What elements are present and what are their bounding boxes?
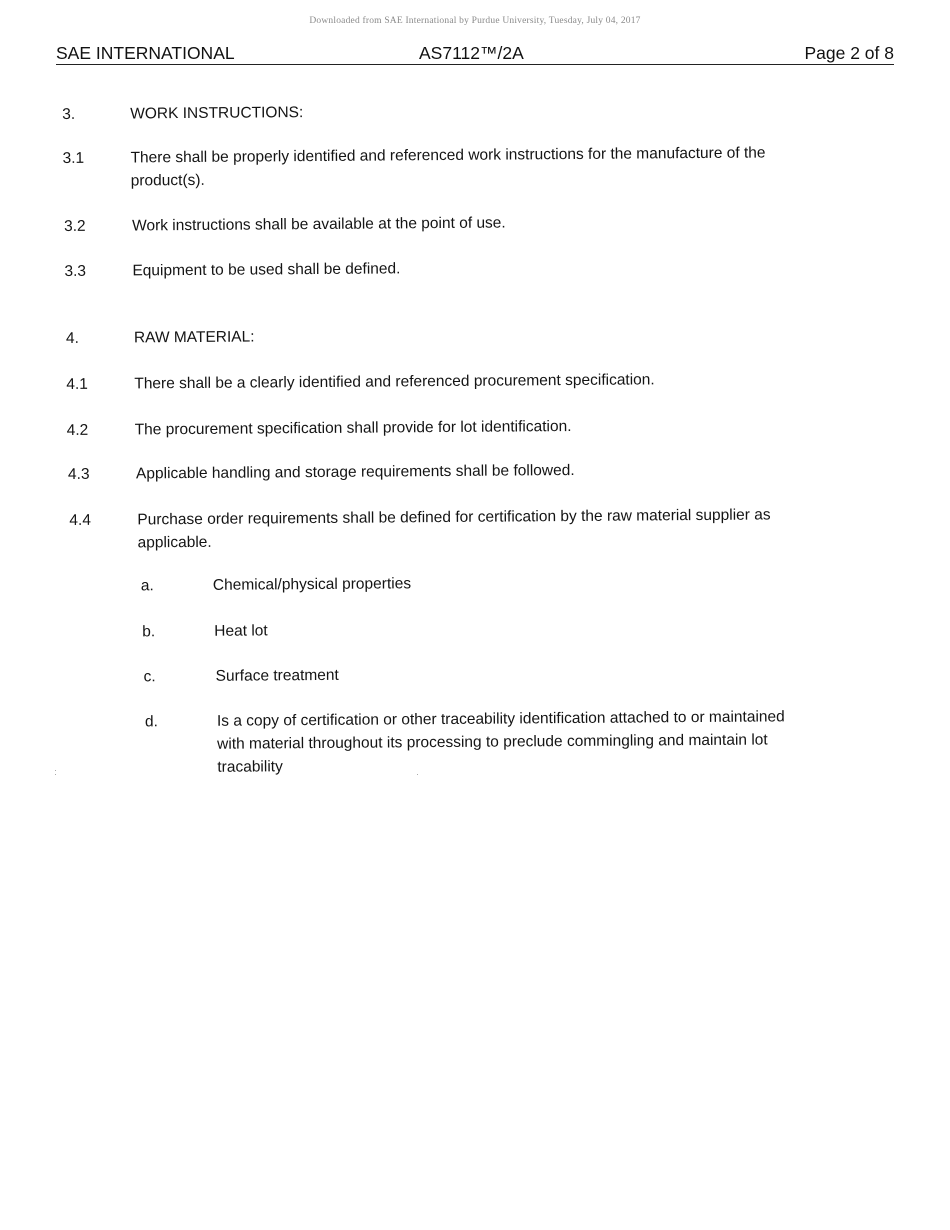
item-number: 3.1	[62, 149, 85, 167]
scan-speck	[55, 774, 56, 775]
item-text: Applicable handling and storage requirements shall be followed.	[135, 461, 575, 483]
item-text-continued: product(s).	[130, 171, 205, 190]
sub-item-text: Is a copy of certification or other traceability identification attached to or maintained	[216, 708, 785, 730]
item-number: 3.3	[64, 262, 87, 280]
item-text: The procurement specification shall provide for lot identification.	[134, 417, 572, 439]
header-doc-id: AS7112™/2A	[419, 43, 524, 63]
item-number: 4.1	[66, 375, 88, 393]
header-page-number: Page 2 of 8	[804, 43, 894, 63]
item-text: There shall be a clearly identified and referenced procurement specification.	[134, 371, 655, 393]
download-notice: Downloaded from SAE International by Purdue University, Tuesday, July 04, 2017	[309, 16, 641, 26]
item-text: There shall be properly identified and referenced work instructions for the manufacture of the	[130, 144, 766, 167]
sub-item-letter: c.	[143, 668, 156, 686]
item-number: 4.2	[66, 421, 89, 439]
section-number: 4.	[65, 329, 79, 347]
sub-item-letter: d.	[144, 713, 158, 731]
section-title: RAW MATERIAL:	[133, 328, 255, 347]
item-number: 4.4	[69, 511, 92, 529]
section-number: 3.	[62, 105, 76, 123]
header-org: SAE INTERNATIONAL	[56, 43, 235, 63]
sub-item-letter: b.	[142, 623, 156, 641]
item-text-continued: applicable.	[137, 533, 212, 552]
scan-speck	[417, 774, 418, 775]
sub-item-text-continued: with material throughout its processing to preclude commingling and maintain lot	[217, 731, 768, 753]
item-number: 4.3	[67, 465, 90, 483]
sub-item-letter: a.	[140, 577, 154, 595]
document-body	[0, 83, 950, 790]
sub-item-text-continued: tracability	[217, 758, 283, 776]
section-title: WORK INSTRUCTIONS:	[130, 104, 304, 123]
item-text: Equipment to be used shall be defined.	[132, 260, 401, 280]
item-text: Work instructions shall be available at the point of use.	[132, 214, 506, 235]
sub-item-text: Surface treatment	[215, 666, 339, 685]
sub-item-text: Chemical/physical properties	[212, 575, 412, 594]
page-header	[56, 44, 894, 65]
item-number: 3.2	[64, 217, 86, 235]
scan-speck	[55, 770, 56, 771]
sub-item-text: Heat lot	[214, 622, 268, 640]
item-text: Purchase order requirements shall be defined for certification by the raw material supplier as	[137, 506, 771, 529]
